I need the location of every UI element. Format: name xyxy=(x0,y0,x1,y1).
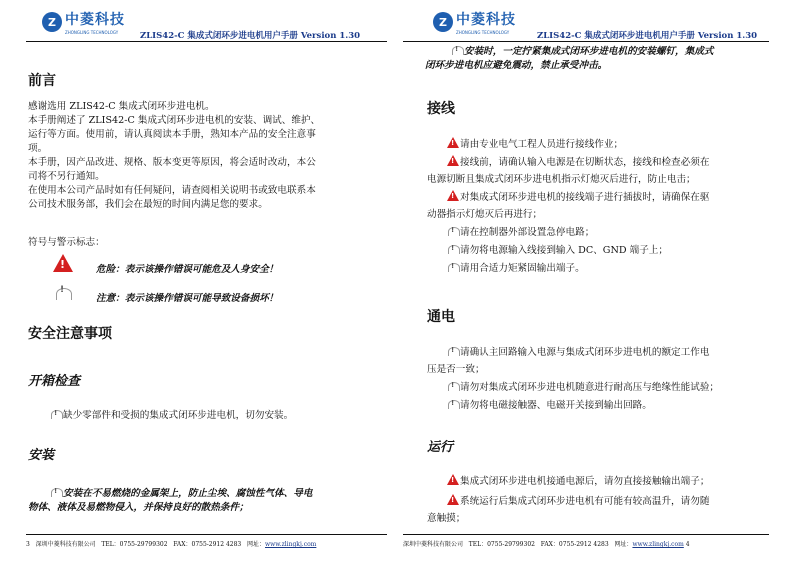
wiring-heading: 接线 xyxy=(427,101,455,117)
footer-url-link[interactable]: www.zlingkj.com xyxy=(632,541,684,548)
install-line: 物体、液体及易燃物侵入，并保持良好的散热条件； xyxy=(28,502,249,513)
logo-mark-icon: Z xyxy=(42,12,62,32)
danger-warning-icon xyxy=(447,155,459,166)
power-item: 请勿对集成式闭环步进电机随意进行耐高压与绝缘性能试验； xyxy=(460,382,720,393)
logo-sub: ZHONGLING TECHNOLOGY xyxy=(456,30,510,35)
footer-fax: FAX：0755-2912 4283 xyxy=(540,541,609,548)
page-number: 3 xyxy=(26,541,30,548)
logo-name: 中菱科技 xyxy=(456,12,516,28)
footer-tel: TEL：0755-29799302 xyxy=(101,541,168,548)
danger-description: 危险：表示该操作错误可能危及人身安全！ xyxy=(96,264,279,275)
caution-note-icon xyxy=(447,225,459,236)
install-cont-line: 闭环步进电机应避免震动，禁止承受冲击。 xyxy=(425,60,608,71)
caution-note-icon xyxy=(451,44,463,55)
install-line: 安装在不易燃烧的金属架上，防止尘埃、腐蚀性气体、导电 xyxy=(63,488,313,499)
logo-mark-icon: Z xyxy=(433,12,453,32)
power-item: 压是否一致； xyxy=(427,364,485,375)
preface-line: 本手册阐述了 ZLIS42-C 集成式闭环步进电机的安装、调试、维护、 xyxy=(28,115,321,126)
install-note xyxy=(28,486,313,515)
wiring-item: 电源切断且集成式闭环步进电机指示灯熄灭后进行，防止电击； xyxy=(427,174,696,185)
left-page xyxy=(0,0,396,561)
unpack-text xyxy=(50,408,293,423)
preface-paragraph xyxy=(28,100,388,212)
wiring-item: 接线前，请确认输入电源是在切断状态，接线和检查必须在 xyxy=(460,157,710,168)
preface-line: 本手册，因产品改进、规格、版本变更等原因，将会适时改动，本公 xyxy=(28,157,316,168)
footer-fax: FAX：0755-2912 4283 xyxy=(173,541,242,548)
power-list xyxy=(427,345,777,413)
wiring-item: 请勿将电源输入线接到输入 DC、GND 端子上； xyxy=(460,245,668,256)
preface-line: 司将不另行通知。 xyxy=(28,171,105,182)
logo-name: 中菱科技 xyxy=(65,12,125,28)
footer-company: 深圳中菱科技有限公司 xyxy=(403,541,464,548)
wiring-item: 对集成式闭环步进电机的接线端子进行插拔时，请确保在驱 xyxy=(460,192,710,203)
preface-heading: 前言 xyxy=(28,73,56,89)
wiring-list xyxy=(427,137,777,276)
footer-company: 深圳中菱科技有限公司 xyxy=(35,541,96,548)
header-title: ZLIS42-C 集成式闭环步进电机用户手册 Version 1.30 xyxy=(537,31,758,41)
install-heading: 安装 xyxy=(28,448,55,463)
right-page xyxy=(397,0,793,561)
danger-warning-icon xyxy=(447,190,459,201)
header-rule xyxy=(403,41,769,42)
footer-web-label: 网址： xyxy=(246,541,265,548)
caution-note-icon xyxy=(50,408,62,419)
install-continued-note xyxy=(425,44,714,73)
footer-right xyxy=(403,539,690,548)
danger-warning-icon xyxy=(447,494,459,505)
logo-sub: ZHONGLING TECHNOLOGY xyxy=(65,30,119,35)
header-rule xyxy=(26,41,387,42)
header-title: ZLIS42-C 集成式闭环步进电机用户手册 Version 1.30 xyxy=(140,31,361,41)
caution-note-icon xyxy=(447,345,459,356)
caution-note-icon xyxy=(447,261,459,272)
page-number: 4 xyxy=(685,541,690,548)
footer-web-label: 网址： xyxy=(614,541,633,548)
run-item: 意触摸； xyxy=(427,513,466,524)
danger-warning-icon xyxy=(447,137,459,148)
caution-note-icon xyxy=(447,380,459,391)
company-logo xyxy=(42,9,125,35)
wiring-item: 请用合适力矩紧固输出端子。 xyxy=(460,263,585,274)
caution-note-icon xyxy=(55,284,71,300)
run-list xyxy=(427,474,777,526)
preface-line: 项。 xyxy=(28,143,48,154)
caution-note-icon xyxy=(50,486,62,497)
install-cont-line: 安装时，一定拧紧集成式闭环步进电机的安装螺钉，集成式 xyxy=(464,46,714,57)
wiring-item: 动器指示灯熄灭后再进行； xyxy=(427,209,543,220)
footer-tel: TEL：0755-29799302 xyxy=(468,541,535,548)
preface-line: 感谢选用 ZLIS42-C 集成式闭环步进电机。 xyxy=(28,101,215,112)
symbols-label: 符号与警示标志： xyxy=(28,237,105,248)
danger-warning-icon xyxy=(447,474,459,485)
wiring-item: 请由专业电气工程人员进行接线作业； xyxy=(460,139,624,150)
unpack-heading: 开箱检查 xyxy=(28,374,81,389)
footer-rule xyxy=(403,534,769,535)
power-heading: 通电 xyxy=(427,309,455,325)
run-heading: 运行 xyxy=(427,440,454,455)
safety-heading: 安全注意事项 xyxy=(28,326,112,342)
power-item: 请确认主回路输入电源与集成式闭环步进电机的额定工作电 xyxy=(460,347,710,358)
company-logo xyxy=(433,9,516,35)
unpack-text-content: 缺少零部件和受损的集成式闭环步进电机，切勿安装。 xyxy=(63,410,294,421)
preface-line: 运行等方面。使用前，请认真阅读本手册，熟知本产品的安全注意事 xyxy=(28,129,316,140)
wiring-item: 请在控制器外部设置急停电路； xyxy=(460,227,595,238)
footer-url-link[interactable]: www.zlingkj.com xyxy=(265,541,317,548)
footer-left xyxy=(26,539,316,548)
danger-warning-icon xyxy=(53,254,73,272)
preface-line: 在使用本公司产品时如有任何疑问，请查阅相关说明书或致电联系本 xyxy=(28,185,316,196)
caution-note-icon xyxy=(447,398,459,409)
preface-line: 公司技术服务部，我们会在最短的时间内满足您的要求。 xyxy=(28,199,268,210)
power-item: 请勿将电磁接触器、电磁开关接到输出回路。 xyxy=(460,400,652,411)
caution-description: 注意：表示该操作错误可能导致设备损坏！ xyxy=(96,293,279,304)
caution-note-icon xyxy=(447,243,459,254)
run-item: 集成式闭环步进电机接通电源后，请勿直接接触输出端子； xyxy=(460,476,710,487)
footer-rule xyxy=(26,534,387,535)
run-item: 系统运行后集成式闭环步进电机有可能有较高温升，请勿随 xyxy=(460,496,710,507)
